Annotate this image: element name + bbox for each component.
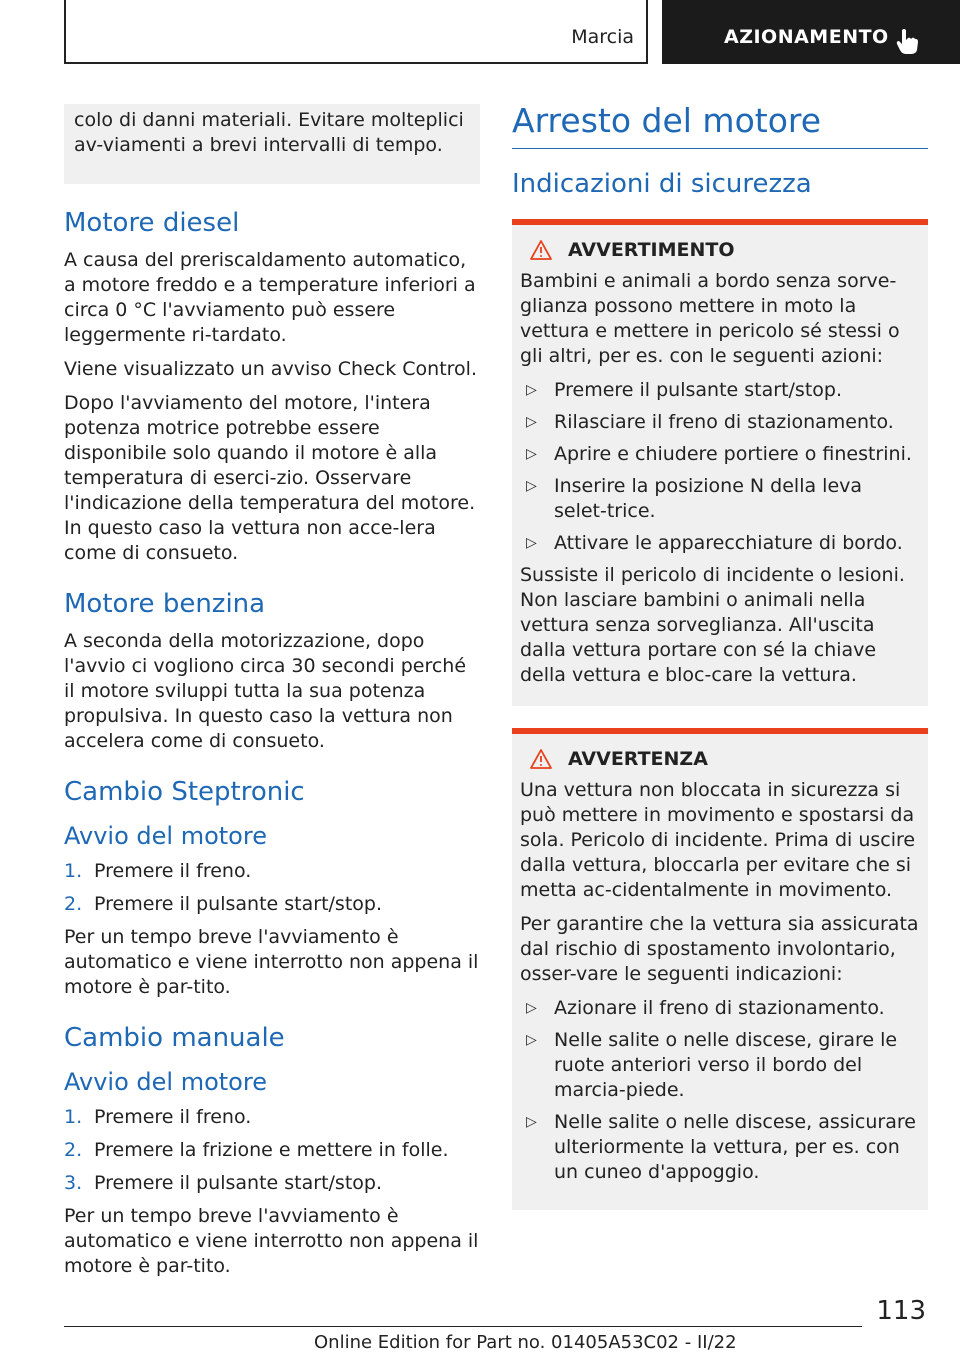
list-item: 2. Premere la frizione e mettere in folle. [64, 1139, 449, 1161]
warning-box [512, 219, 928, 706]
list-item: ▷ Rilasciare il freno di stazionamento. [520, 410, 920, 435]
paragraph: Per garantire che la vettura sia assicurata dal rischio di spostamento involontario, osser-vare le seguenti indicazioni: [520, 913, 919, 985]
note-box [64, 104, 480, 184]
paragraph: A causa del preriscaldamento automatico, a motore freddo e a temperature inferiori a circa 0 °C l'avviamento può essere leggermente ri-tardato. [64, 249, 476, 346]
list-item: ▷ Nelle salite o nelle discese, girare le ruote anteriori verso il bordo del marcia-piede. [520, 1028, 920, 1103]
paragraph: A seconda della motorizzazione, dopo l'avvio ci vogliono circa 30 secondi perché il motore sviluppi tutta la sua potenza propulsiva. In questo caso la vettura non accelera come di consueto. [64, 630, 467, 752]
warning-triangle-icon [530, 240, 552, 260]
page-title: Arresto del motore [512, 100, 928, 149]
list-item: ▷ Inserire la posizione N della leva selet-trice. [520, 474, 920, 524]
paragraph: Una vettura non bloccata in sicurezza si può mettere in movimento e spostarsi da sola. Pericolo di incidente. Prima di uscire dalla vettura, bloccarla per evitare che si metta ac-cidentalmente in movimento. [520, 779, 916, 901]
heading-indicazioni-sicurezza: Indicazioni di sicurezza [512, 169, 812, 199]
steps-list [64, 1105, 480, 1196]
steps-list [64, 859, 480, 917]
warning-label: AVVERTIMENTO [568, 239, 735, 261]
footer-divider [64, 1326, 862, 1327]
paragraph: Viene visualizzato un avviso Check Control. [64, 358, 477, 380]
page-number: 113 [876, 1296, 926, 1326]
heading-cambio-manuale: Cambio manuale [64, 1023, 285, 1053]
list-item: 3. Premere il pulsante start/stop. [64, 1172, 382, 1194]
bullet-list [520, 378, 920, 556]
list-item: ▷ Attivare le apparecchiature di bordo. [520, 531, 920, 556]
right-column [512, 100, 928, 1232]
paragraph: Dopo l'avviamento del motore, l'intera potenza motrice potrebbe essere disponibile solo quando il motore è alla temperatura di eserci-zio. Osservare l'indicazione della temperatura del motore. In questo caso la vettura non acce-lera come di consueto. [64, 392, 476, 564]
heading-cambio-steptronic: Cambio Steptronic [64, 777, 305, 807]
header-chapter-label: AZIONAMENTO [724, 26, 889, 48]
heading-motore-benzina: Motore benzina [64, 589, 266, 619]
paragraph: Per un tempo breve l'avviamento è automatico e viene interrotto non appena il motore è par-tito. [64, 926, 479, 998]
list-item: ▷ Premere il pulsante start/stop. [520, 378, 920, 403]
header-section-tab [64, 0, 648, 64]
header-section-label: Marcia [571, 26, 634, 48]
bullet-list [520, 996, 920, 1185]
subheading-avvio-motore: Avvio del motore [64, 1068, 267, 1096]
warning-triangle-icon [530, 749, 552, 769]
list-item: ▷ Nelle salite o nelle discese, assicurare ulteriormente la vettura, per es. con un cuneo d'appoggio. [520, 1110, 920, 1185]
list-item: 1. Premere il freno. [64, 1106, 252, 1128]
list-item: ▷ Aprire e chiudere portiere o finestrini. [520, 442, 920, 467]
list-item: ▷ Azionare il freno di stazionamento. [520, 996, 920, 1021]
list-item: 1. Premere il freno. [64, 860, 252, 882]
warning-box [512, 728, 928, 1210]
subheading-avvio-motore: Avvio del motore [64, 822, 267, 850]
list-item: 2. Premere il pulsante start/stop. [64, 893, 382, 915]
heading-motore-diesel: Motore diesel [64, 208, 240, 238]
paragraph: Bambini e animali a bordo senza sorve-glianza possono mettere in moto la vettura e mettere in pericolo sé stessi o gli altri, per es. con le seguenti azioni: [520, 270, 900, 367]
note-text: colo di danni materiali. Evitare molteplici av-viamenti a brevi intervalli di tempo. [74, 109, 464, 156]
paragraph: Sussiste il pericolo di incidente o lesioni. Non lasciare bambini o animali nella vettura senza sorveglianza. All'uscita dalla vettura portare con sé la chiave della vettura e bloc-care la vettura. [520, 564, 905, 686]
warning-label: AVVERTENZA [568, 748, 708, 770]
paragraph: Per un tempo breve l'avviamento è automatico e viene interrotto non appena il motore è par-tito. [64, 1205, 479, 1277]
hand-pointer-icon [892, 26, 922, 56]
footer-edition: Online Edition for Part no. 01405A53C02 - II/22 [314, 1332, 737, 1353]
left-column [64, 104, 480, 1288]
